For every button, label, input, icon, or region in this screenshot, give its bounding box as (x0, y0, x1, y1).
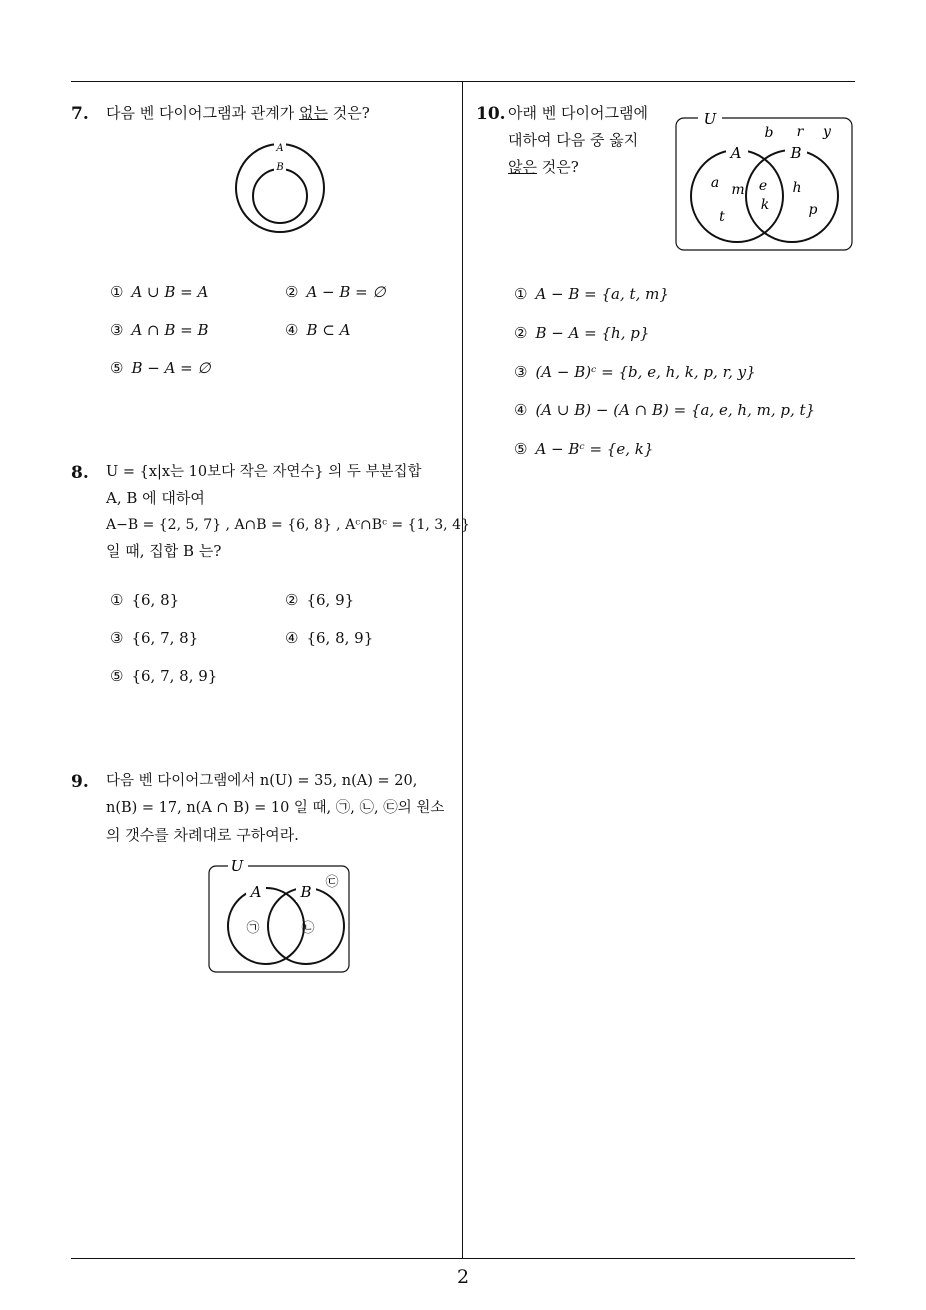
q9-line2: n(B) = 17, n(A ∩ B) = 10 일 때, ㉠, ㉡, ㉢의 원소 (106, 800, 445, 816)
q10-line3: 않은 것은? (508, 158, 579, 176)
q8-choice-1[interactable]: ① {6, 8} (110, 591, 180, 609)
q8-number: 8. (71, 463, 89, 483)
q10-venn-h: h (792, 180, 802, 196)
q10-venn-label-u: U (703, 110, 717, 128)
q8-line4: 일 때, 집합 B 는? (106, 542, 222, 560)
q10-venn-outside-b: b (764, 125, 774, 141)
q10-venn-outside-y: y (823, 124, 831, 140)
q7-text: 다음 벤 다이어그램과 관계가 없는 것은? (106, 104, 370, 122)
q9-line3: 의 갯수를 차례대로 구하여라. (106, 826, 299, 844)
q7-number: 7. (71, 104, 89, 124)
q9-venn-region-3: ㉢ (325, 875, 339, 890)
q10-venn-p: p (808, 202, 818, 218)
q10-choice-4[interactable]: ④ (A ∪ B) − (A ∩ B) = {a, e, h, m, p, t} (514, 401, 816, 419)
q10-venn-k: k (760, 197, 770, 213)
q10-choice-2[interactable]: ② B − A = {h, p} (514, 324, 650, 342)
q10-venn-label-a: A (730, 144, 742, 162)
q10-line1: 아래 벤 다이어그램에 (508, 104, 648, 122)
q7-venn-label-b: B (276, 162, 284, 173)
q10-number: 10. (476, 104, 506, 124)
q9-venn-label-a: A (250, 883, 262, 901)
q10-choice-5[interactable]: ⑤ A − Bᶜ = {e, k} (514, 440, 654, 458)
q9-venn-label-b: B (300, 883, 312, 901)
q10-venn-a: a (710, 175, 720, 191)
q9-venn-diagram (208, 858, 352, 976)
q9-venn-region-2: ㉡ (301, 921, 315, 936)
q7-choice-2[interactable]: ② A − B = ∅ (285, 283, 386, 301)
page-number: 2 (456, 1266, 470, 1288)
q10-venn-m: m (731, 182, 745, 198)
footer-rule (71, 1258, 855, 1259)
q9-venn-region-1: ㉠ (246, 921, 260, 936)
q10-venn-t: t (719, 209, 725, 225)
q10-choice-1[interactable]: ① A − B = {a, t, m} (514, 285, 669, 303)
q8-line1: U = {x|x는 10보다 작은 자연수} 의 두 부분집합 (106, 464, 422, 480)
q10-venn-outside-r: r (796, 124, 804, 140)
q9-number: 9. (71, 772, 89, 792)
q7-choice-1[interactable]: ① A ∪ B = A (110, 283, 209, 301)
column-divider (462, 82, 463, 1258)
q7-venn-diagram (232, 136, 328, 236)
q8-choice-5[interactable]: ⑤ {6, 7, 8, 9} (110, 667, 218, 685)
q7-choice-4[interactable]: ④ B ⊂ A (285, 321, 351, 339)
q7-choice-3[interactable]: ③ A ∩ B = B (110, 321, 209, 339)
q10-choice-3[interactable]: ③ (A − B)ᶜ = {b, e, h, k, p, r, y} (514, 363, 756, 381)
q8-choice-4[interactable]: ④ {6, 8, 9} (285, 629, 374, 647)
q8-choice-3[interactable]: ③ {6, 7, 8} (110, 629, 199, 647)
header-rule (71, 81, 855, 82)
q10-venn-label-b: B (790, 144, 802, 162)
q7-choice-5[interactable]: ⑤ B − A = ∅ (110, 359, 211, 377)
q8-line2: A, B 에 대하여 (106, 489, 205, 507)
q8-choice-2[interactable]: ② {6, 9} (285, 591, 355, 609)
q10-venn-diagram (674, 108, 856, 254)
q7-venn-label-a: A (276, 143, 284, 154)
q9-venn-label-u: U (230, 858, 244, 875)
q10-line2: 대하여 다음 중 옳지 (508, 131, 639, 149)
q10-venn-e: e (758, 178, 768, 194)
q8-line3: A−B = {2, 5, 7} , A∩B = {6, 8} , Aᶜ∩Bᶜ = {1, 3, 4} (106, 517, 470, 533)
q9-line1: 다음 벤 다이어그램에서 n(U) = 35, n(A) = 20, (106, 773, 418, 789)
